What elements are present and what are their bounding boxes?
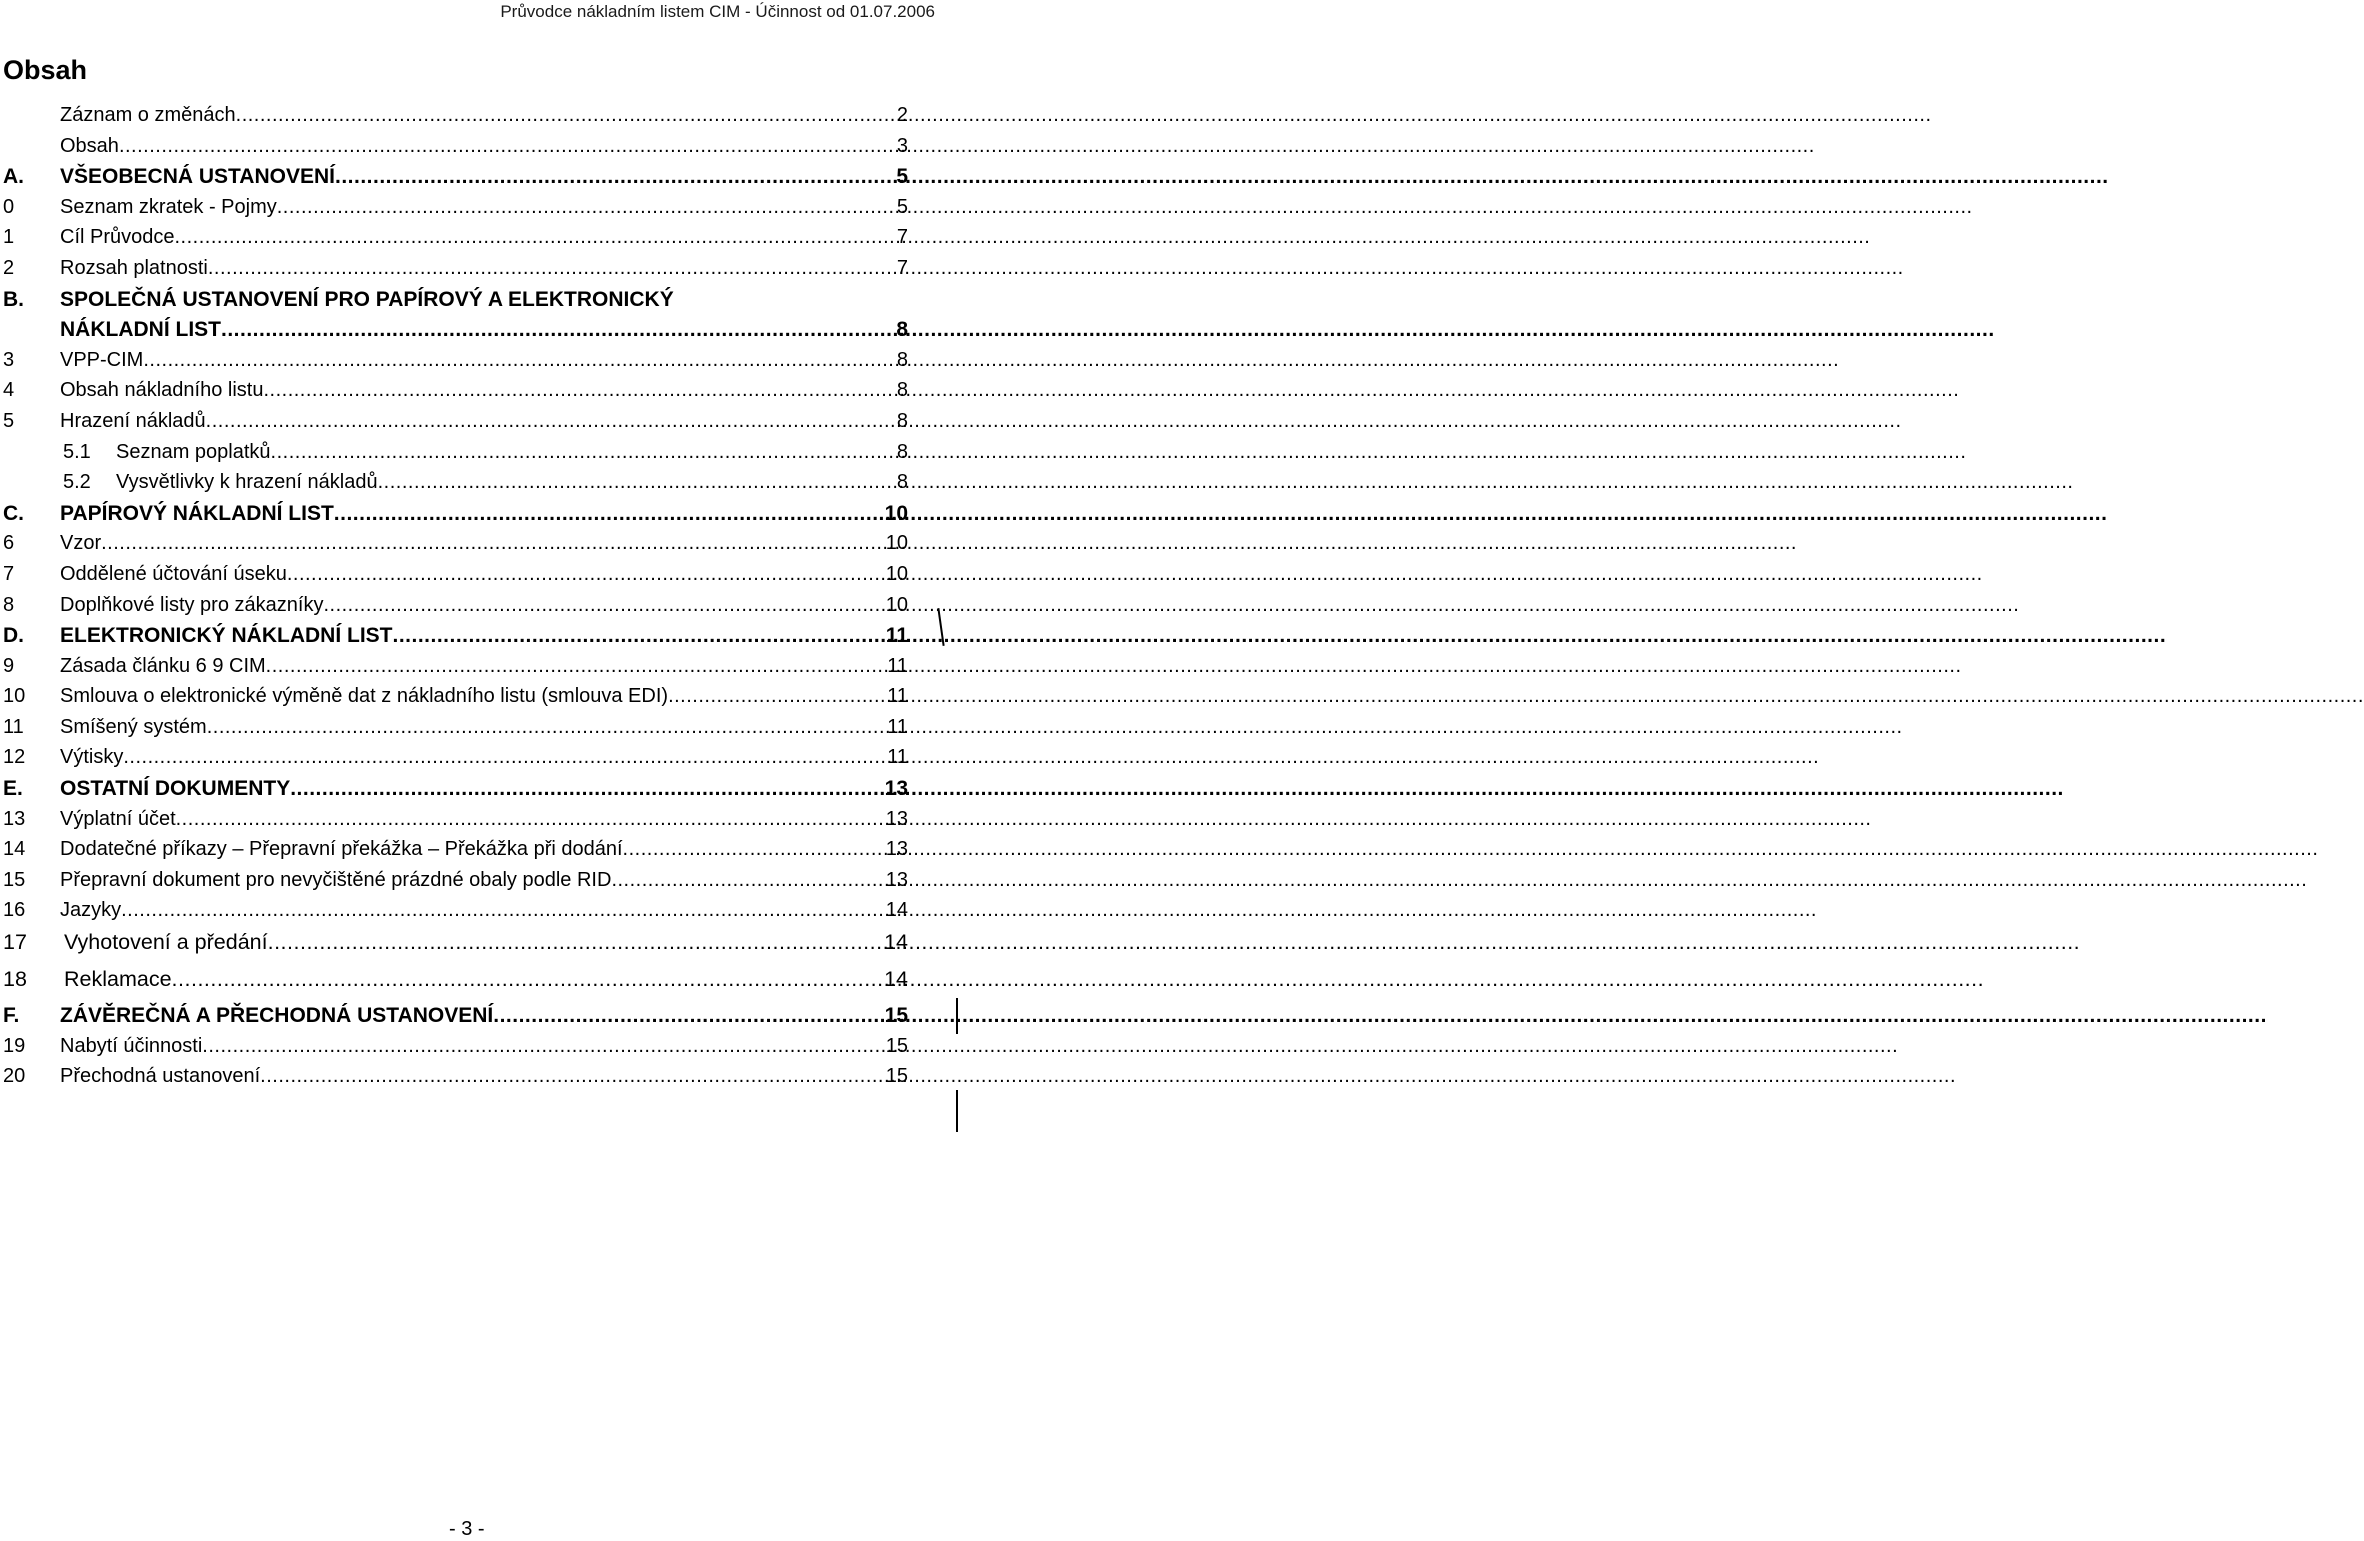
toc-entry-page: 11 [885, 624, 908, 648]
toc-entry-number: E. [3, 777, 23, 801]
toc-dot-leader [101, 532, 886, 555]
toc-dot-leader [335, 165, 896, 189]
toc-entry-number: 9 [3, 654, 15, 677]
toc-entry-label: Výtisky [60, 746, 124, 769]
toc-entry-number: 11 [3, 715, 24, 738]
toc-entry-page: 5 [896, 195, 908, 218]
toc-dot-leader [206, 410, 897, 433]
toc-entry[interactable] [3, 563, 908, 594]
toc-entry-label: Vysvětlivky k hrazení nákladů [116, 471, 378, 494]
toc-dot-leader [263, 379, 896, 402]
toc-entry-label: Smíšený systém [60, 715, 207, 738]
toc-entry-label: Nabytí účinnosti [60, 1034, 203, 1057]
toc-entry-number: 16 [3, 899, 26, 922]
toc-entry-number: 5.2 [63, 471, 91, 494]
toc-entry[interactable] [3, 1004, 908, 1035]
toc-entry-page: 11 [887, 685, 908, 708]
toc-entry-number: 4 [3, 379, 15, 402]
toc-dot-leader [143, 349, 897, 372]
toc-entry-page: 14 [884, 967, 908, 992]
toc-entry-number: 6 [3, 532, 15, 555]
toc-entry-label: VŠEOBECNÁ USTANOVENÍ [60, 165, 335, 189]
toc-entry-number: 3 [3, 348, 15, 371]
toc-entry-page: 11 [887, 746, 908, 769]
toc-dot-leader [175, 226, 897, 249]
toc-entry-number: 0 [3, 195, 15, 218]
toc-entry-label: Zásada článku 6 9 CIM [60, 654, 266, 677]
toc-entry-page: 15 [884, 1004, 908, 1028]
toc-entry[interactable] [3, 899, 908, 930]
toc-dot-leader [493, 1004, 884, 1028]
toc-entry-label-continued: NÁKLADNÍ LIST [60, 318, 221, 342]
toc-entry-label: Záznam o změnách [60, 104, 236, 126]
toc-entry-label: SPOLEČNÁ USTANOVENÍ PRO PAPÍROVÝ A ELEKTRONICKÝ [60, 287, 674, 311]
toc-entry[interactable] [3, 1065, 908, 1096]
toc-entry-page: 14 [884, 930, 908, 955]
toc-entry-page: 15 [885, 1065, 908, 1088]
toc-entry[interactable] [3, 594, 908, 625]
toc-entry-page: 8 [896, 379, 908, 402]
toc-entry[interactable] [3, 1035, 908, 1066]
toc-entry-page: 11 [887, 715, 908, 738]
toc-entry[interactable] [3, 685, 908, 716]
toc-entry[interactable] [3, 379, 908, 410]
toc-entry-page: 8 [896, 440, 908, 463]
toc-entry-page: 7 [896, 226, 908, 249]
toc-entry-page: 5 [896, 165, 908, 189]
toc-entry-label: Oddělené účtování úseku [60, 562, 287, 585]
toc-dot-leader [668, 685, 887, 708]
toc-dot-leader [207, 716, 888, 739]
toc-dot-leader [172, 967, 885, 992]
toc-entry[interactable] [3, 930, 908, 967]
toc-entry-page: 13 [885, 868, 908, 891]
toc-dot-leader [378, 471, 897, 494]
toc-entry-page: 8 [896, 471, 908, 494]
toc-entry-number: 15 [3, 868, 26, 891]
toc-entry[interactable] [3, 532, 908, 563]
toc-entry[interactable] [3, 165, 908, 196]
toc-entry-label: OSTATNÍ DOKUMENTY [60, 777, 291, 801]
toc-entry-page: 15 [885, 1034, 908, 1057]
toc-entry[interactable] [3, 808, 908, 839]
toc-entry[interactable] [3, 104, 908, 135]
toc-entry[interactable] [3, 777, 908, 808]
toc-entry[interactable] [3, 716, 908, 747]
toc-entry-number: 19 [3, 1034, 26, 1057]
toc-dot-leader [260, 1065, 886, 1088]
toc-entry[interactable] [3, 471, 908, 502]
toc-entry-page: 8 [896, 318, 908, 342]
toc-entry-number: 18 [3, 967, 27, 992]
toc-entry-label: Obsah nákladního listu [60, 379, 264, 402]
toc-entry-label: Cíl Průvodce [60, 226, 175, 249]
toc-entry[interactable] [3, 838, 908, 869]
toc-entry-label: Obsah [60, 134, 119, 157]
toc-entry-page: 7 [896, 256, 908, 279]
toc-entry-page: 11 [887, 654, 908, 677]
toc-entry-label: Seznam zkratek - Pojmy [60, 195, 277, 218]
toc-dot-leader [202, 1035, 885, 1058]
toc-entry-page: 10 [885, 532, 908, 555]
toc-entry-page: 8 [896, 348, 908, 371]
toc-dot-leader [323, 594, 885, 617]
toc-dot-leader [277, 196, 897, 219]
toc-entry-page: 13 [885, 838, 908, 861]
toc-entry-number: A. [3, 165, 24, 189]
toc-entry[interactable] [3, 226, 908, 257]
toc-entry-page: 10 [884, 501, 908, 525]
toc-dot-leader [208, 257, 897, 280]
toc-entry-number: 2 [3, 256, 15, 279]
toc-dot-leader [287, 563, 886, 586]
toc-dot-leader [334, 502, 885, 526]
toc-dot-leader [123, 746, 887, 769]
toc-entry-number: C. [3, 501, 24, 525]
toc-dot-leader [290, 777, 884, 801]
toc-entry-label: Doplňkové listy pro zákazníky [60, 593, 324, 616]
toc-entry[interactable] [3, 196, 908, 227]
toc-dot-leader [221, 318, 896, 342]
toc-entry[interactable] [3, 869, 908, 900]
toc-entry-label: Seznam poplatků [116, 440, 271, 463]
toc-entry-number: 5.1 [63, 440, 91, 463]
toc-dot-leader [268, 930, 884, 955]
toc-dot-leader [176, 808, 886, 831]
toc-dot-leader [266, 655, 888, 678]
toc-dot-leader [393, 624, 886, 648]
toc-entry-label: Výplatní účet [60, 807, 176, 830]
toc-entry-page: 10 [885, 593, 908, 616]
toc-dot-leader [611, 869, 885, 892]
toc-entry-number: B. [3, 287, 24, 311]
revision-bar [956, 998, 958, 1034]
toc-entry-label: Vyhotovení a předání [64, 930, 268, 955]
toc-entry-label: Hrazení nákladů [60, 409, 206, 432]
toc-entry-label: Přepravní dokument pro nevyčištěné prázdné obaly podle RID [60, 868, 612, 891]
toc-entry-number: F. [3, 1004, 20, 1028]
toc-entry-number: 12 [3, 746, 26, 769]
toc-entry[interactable] [3, 349, 908, 380]
toc-dot-leader [623, 838, 886, 861]
toc-entry-label: Dodatečné příkazy – Přepravní překážka – Překážka při dodání [60, 838, 623, 861]
table-of-contents [3, 104, 908, 1096]
page-number-footer: - 3 - [449, 1518, 485, 1540]
toc-entry-label: Smlouva o elektronické výměně dat z nákladního listu (smlouva EDI) [60, 685, 669, 708]
toc-entry-number: 20 [3, 1065, 26, 1088]
toc-entry[interactable] [3, 288, 908, 349]
toc-entry-number: 10 [3, 685, 26, 708]
toc-entry-page: 14 [885, 899, 908, 922]
toc-dot-leader [119, 135, 897, 158]
toc-entry-label: ZÁVĚREČNÁ A PŘECHODNÁ USTANOVENÍ [60, 1004, 494, 1028]
toc-entry-number: D. [3, 624, 24, 648]
toc-entry-number: 14 [3, 838, 26, 861]
toc-entry-page: 10 [885, 562, 908, 585]
toc-entry[interactable] [3, 502, 908, 533]
toc-entry[interactable] [3, 410, 908, 441]
toc-entry-page: 8 [896, 409, 908, 432]
toc-entry-label: Reklamace [64, 967, 172, 992]
toc-entry[interactable] [3, 967, 908, 1004]
toc-entry-number: 5 [3, 409, 15, 432]
toc-dot-leader [121, 899, 886, 922]
revision-bar [956, 1090, 958, 1132]
toc-entry-label: Vzor [60, 532, 102, 555]
toc-entry-label: Přechodná ustanovení [60, 1065, 261, 1088]
toc-entry-label: ELEKTRONICKÝ NÁKLADNÍ LIST [60, 624, 393, 648]
toc-entry-page: 13 [885, 807, 908, 830]
running-header: Průvodce nákladním listem CIM - Účinnost od 01.07.2006 [500, 2, 935, 21]
toc-entry-number: 13 [3, 807, 26, 830]
toc-entry[interactable] [3, 135, 908, 166]
toc-entry[interactable] [3, 655, 908, 686]
toc-entry[interactable] [3, 624, 908, 655]
toc-entry-number: 7 [3, 562, 15, 585]
toc-heading: Obsah [3, 55, 88, 85]
toc-entry-page: 2 [896, 104, 908, 126]
toc-dot-leader [236, 104, 897, 127]
toc-entry[interactable] [3, 257, 908, 288]
toc-entry-page: 13 [884, 777, 908, 801]
toc-entry-label: Jazyky [60, 899, 122, 922]
toc-dot-leader [271, 441, 897, 464]
toc-entry-number: 17 [3, 930, 27, 955]
toc-entry-label: PAPÍROVÝ NÁKLADNÍ LIST [60, 501, 334, 525]
toc-entry[interactable] [3, 746, 908, 777]
toc-entry-label: VPP-CIM [60, 348, 144, 371]
toc-entry-label: Rozsah platnosti [60, 256, 208, 279]
toc-entry-page: 3 [896, 134, 908, 157]
toc-entry[interactable] [3, 441, 908, 472]
toc-entry-number: 8 [3, 593, 15, 616]
toc-entry-number: 1 [3, 226, 15, 249]
